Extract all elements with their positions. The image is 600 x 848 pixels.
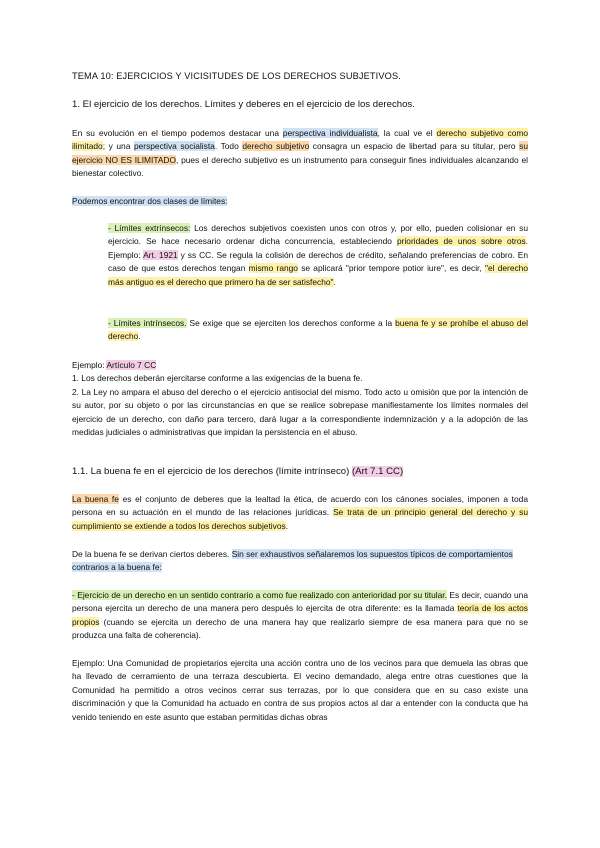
highlight-older-right: "el derecho más antiguo es el derecho que primero ha de ser satisfecho" (108, 263, 528, 287)
highlight-same-rank: mismo rango (248, 263, 298, 274)
highlight-contrary-exercise: - Ejercicio de un derecho en un sentido contrario a como fue realizado con anterioridad por su titular. (72, 590, 447, 600)
page-title: TEMA 10: EJERCICIOS Y VICISITUDES DE LOS DERECHOS SUBJETIVOS. (72, 71, 401, 81)
extrinsic-limits-paragraph: - Límites extrínsecos: Los derechos subjetivos coexisten unos con otros y, por ello, pueden colisionar en su ejercicio. Se hace necesario ordenar dicha concurrencia, estableciendo prioridades de unos sobre otros. Ejemplo: Art. 1921 y ss CC. Se regula la colisión de derechos de crédito, señalando preferencias de cobro. En caso de que estos derechos tengan mismo rango se aplicará "prior tempore potior iure", es decir, "el derecho más antiguo es el derecho que primero ha de ser satisfecho". (108, 223, 529, 287)
own-acts-paragraph: - Ejercicio de un derecho en un sentido contrario a como fue realizado con anterioridad por su titular. Es decir, cuando una persona ejercita un derecho de una manera pero después lo ejercita de otra diferente: es la llamada teoría de los actos propios (cuando se ejercita un derecho de una manera hay que realizarlo siempre de esa manera para que no se produzca una falta de coherencia). (72, 590, 528, 641)
highlight-good-faith-abuse: buena fe y se prohíbe el abuso del derecho (108, 318, 528, 342)
example-item-1: 1. Los derechos deberán ejercitarse conforme a las exigencias de la buena fe. (72, 373, 363, 383)
intrinsic-label: - Límites intrínsecos. (108, 318, 187, 328)
highlight-typical-cases: Sin ser exhaustivos señalaremos los supuestos típicos de comportamientos contrarios a la buena fe: (72, 549, 513, 573)
limits-intro: Podemos encontrar dos clases de límites: (72, 196, 228, 206)
intro-paragraph: En su evolución en el tiempo podemos destacar una perspectiva individualista, la cual ve el derecho subjetivo como ilimitado; y una perspectiva socialista. Todo derecho subjetivo consagra un espacio de libertad para su titular, pero su ejercicio NO ES ILIMITADO, pues el derecho subjetivo es un instrumento para conseguir fines individuales alcanzando el bienestar colectivo. (72, 128, 529, 179)
section-1-heading: 1. El ejercicio de los derechos. Límites y deberes en el ejercicio de los derechos. (72, 99, 415, 110)
highlight-good-faith: La buena fe (72, 494, 119, 504)
highlight-not-unlimited: su ejercicio NO ES ILIMITADO (72, 141, 529, 165)
highlight-own-acts-theory: teoría de los actos propios (72, 603, 528, 627)
example-label-line: Ejemplo: Artículo 7 CC (72, 360, 157, 370)
intrinsic-limits-paragraph: - Límites intrínsecos. Se exige que se ejerciten los derechos conforme a la buena fe y se prohíbe el abuso del derecho. (108, 318, 528, 342)
highlight-socialist: perspectiva socialista (133, 141, 215, 152)
section-1-1-heading: 1.1. La buena fe en el ejercicio de los derechos (límite intrínseco) (Art 7.1 CC) (72, 466, 404, 477)
community-example-paragraph: Ejemplo: Una Comunidad de propietarios ejercita una acción contra uno de los vecinos para que demuela las obras que ha llevado de cerramiento de una terraza descubierta. El vecino demandado, alega entre otras cuestiones que la Comunidad ha permitido a otros vecinos cerrar sus terrazas, por lo que considera que en su caso existe una discriminación y que la Comunidad ha actuado en contra de sus propios actos al dar a entender con la conducta que ha venido teniendo en este asunto que estaban permitidas dichas obras (72, 658, 528, 722)
highlight-general-principle: Se trata de un principio general del derecho y su cumplimiento se extiende a todos los derechos subjetivos (72, 507, 528, 531)
extrinsic-label: - Límites extrínsecos: (108, 223, 191, 233)
duties-paragraph: De la buena fe se derivan ciertos deberes. Sin ser exhaustivos señalaremos los supuestos típicos de comportamientos contrarios a la buena fe: (72, 549, 513, 573)
highlight-art-7-1: (Art 7.1 CC) (351, 466, 404, 477)
highlight-subjective-right: derecho subjetivo (242, 141, 310, 152)
example-item-2: 2. La Ley no ampara el abuso del derecho o el ejercicio antisocial del mismo. Todo acto u omisión que por la intención de su autor, por su objeto o por las circunstancias en que se realice sobrepase manifiestamente los límites normales del ejercicio de un derecho, con daño para tercero, dará lugar a la correspondiente indemnización y a la adopción de las medidas judiciales o administrativas que impidan la persistencia en el abuso. (72, 387, 528, 438)
good-faith-paragraph: La buena fe es el conjunto de deberes que la lealtad la ética, de acuerdo con los cánones sociales, imponen a toda persona en su actuación en el mundo de las relaciones jurídicas. Se trata de un principio general del derecho y su cumplimiento se extiende a todos los derechos subjetivos. (72, 494, 528, 531)
highlight-individualist: perspectiva individualista (282, 128, 378, 138)
highlight-art-1921: Art. 1921 (143, 249, 178, 260)
highlight-unlimited: derecho subjetivo como ilimitado (72, 128, 528, 152)
highlight-article-7: Artículo 7 CC (106, 360, 157, 370)
highlight-priorities: prioridades de unos sobre otros (397, 236, 526, 247)
